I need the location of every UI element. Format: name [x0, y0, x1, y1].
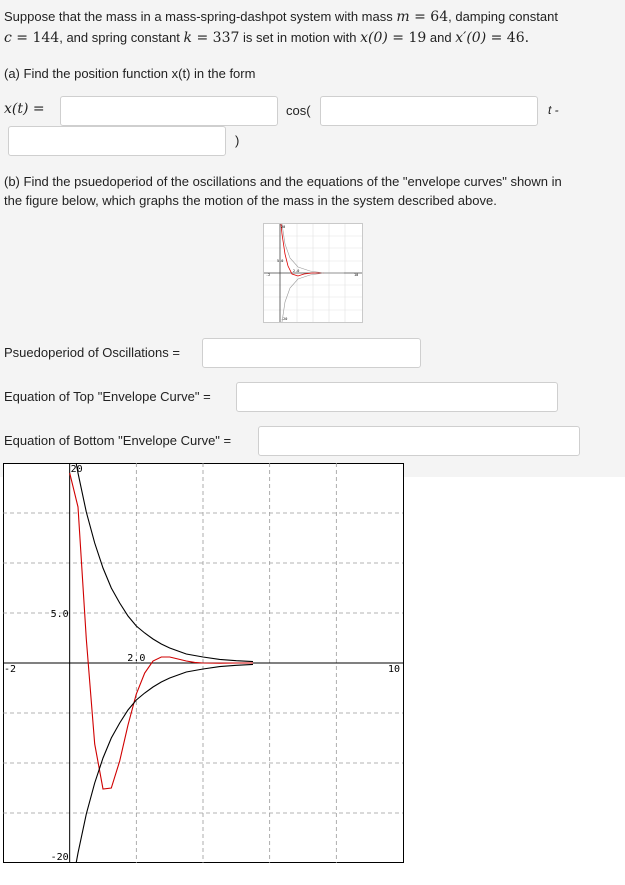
- x-annot-tick-label: 2.0: [127, 653, 146, 664]
- thumb-x-min-label: -2: [266, 273, 271, 277]
- xprime0-equation: x′(0) = 46.: [455, 30, 530, 46]
- x-max-tick-label: 10: [387, 664, 400, 675]
- part-a-prompt: (a) Find the position function x(t) in the form: [4, 66, 256, 81]
- graph-thumbnail[interactable]: [263, 223, 363, 323]
- phase-input[interactable]: [8, 126, 226, 156]
- thumb-x-mid-label: 2.0: [293, 269, 300, 273]
- thumb-x-max-label: 10: [354, 273, 359, 277]
- xt-label: x(t) =: [4, 101, 45, 117]
- close-paren: ): [235, 133, 240, 148]
- y-annot-tick-label: 5.0: [50, 609, 69, 620]
- y-max-tick-label: 20: [70, 464, 83, 475]
- part-b-prompt-1: (b) Find the psuedoperiod of the oscillations and the equations of the "envelope curves" shown in: [4, 174, 562, 189]
- mass-equation: m = 64: [396, 9, 449, 25]
- cos-label: cos(: [286, 103, 311, 118]
- problem-line-1: Suppose that the mass in a mass-spring-dashpot system with mass m = 64, damping constant: [4, 9, 558, 25]
- thumbnail-plot: [264, 224, 362, 322]
- x-min-tick-label: -2: [4, 664, 17, 675]
- y-min-tick-label: -20: [50, 852, 69, 863]
- problem-line-2: c = 144, and spring constant k = 337 is set in motion with x(0) = 19 and x′(0) = 46.: [4, 30, 530, 46]
- spring-equation: k = 337: [183, 30, 240, 46]
- amplitude-input[interactable]: [60, 96, 278, 126]
- thumb-y-mid-label: 5.0: [277, 259, 284, 263]
- damping-equation: c = 144: [4, 30, 60, 46]
- pseudoperiod-input[interactable]: [202, 338, 421, 368]
- thumb-y-min-label: -20: [281, 317, 288, 321]
- top-envelope-label: Equation of Top "Envelope Curve" =: [4, 389, 211, 404]
- thumb-y-max-label: 20: [281, 225, 286, 229]
- part-b-prompt-2: the figure below, which graphs the motion of the mass in the system described above.: [4, 193, 497, 208]
- motion-graph: [3, 463, 404, 863]
- bottom-envelope-label: Equation of Bottom "Envelope Curve" =: [4, 433, 232, 448]
- top-envelope-input[interactable]: [236, 382, 558, 412]
- t-minus-label: t -: [548, 103, 559, 117]
- omega-input[interactable]: [320, 96, 538, 126]
- x0-equation: x(0) = 19: [360, 30, 427, 46]
- problem-text: Suppose that the mass in a mass-spring-dashpot system with mass: [4, 9, 393, 24]
- bottom-envelope-input[interactable]: [258, 426, 580, 456]
- pseudoperiod-label: Psuedoperiod of Oscillations =: [4, 345, 180, 360]
